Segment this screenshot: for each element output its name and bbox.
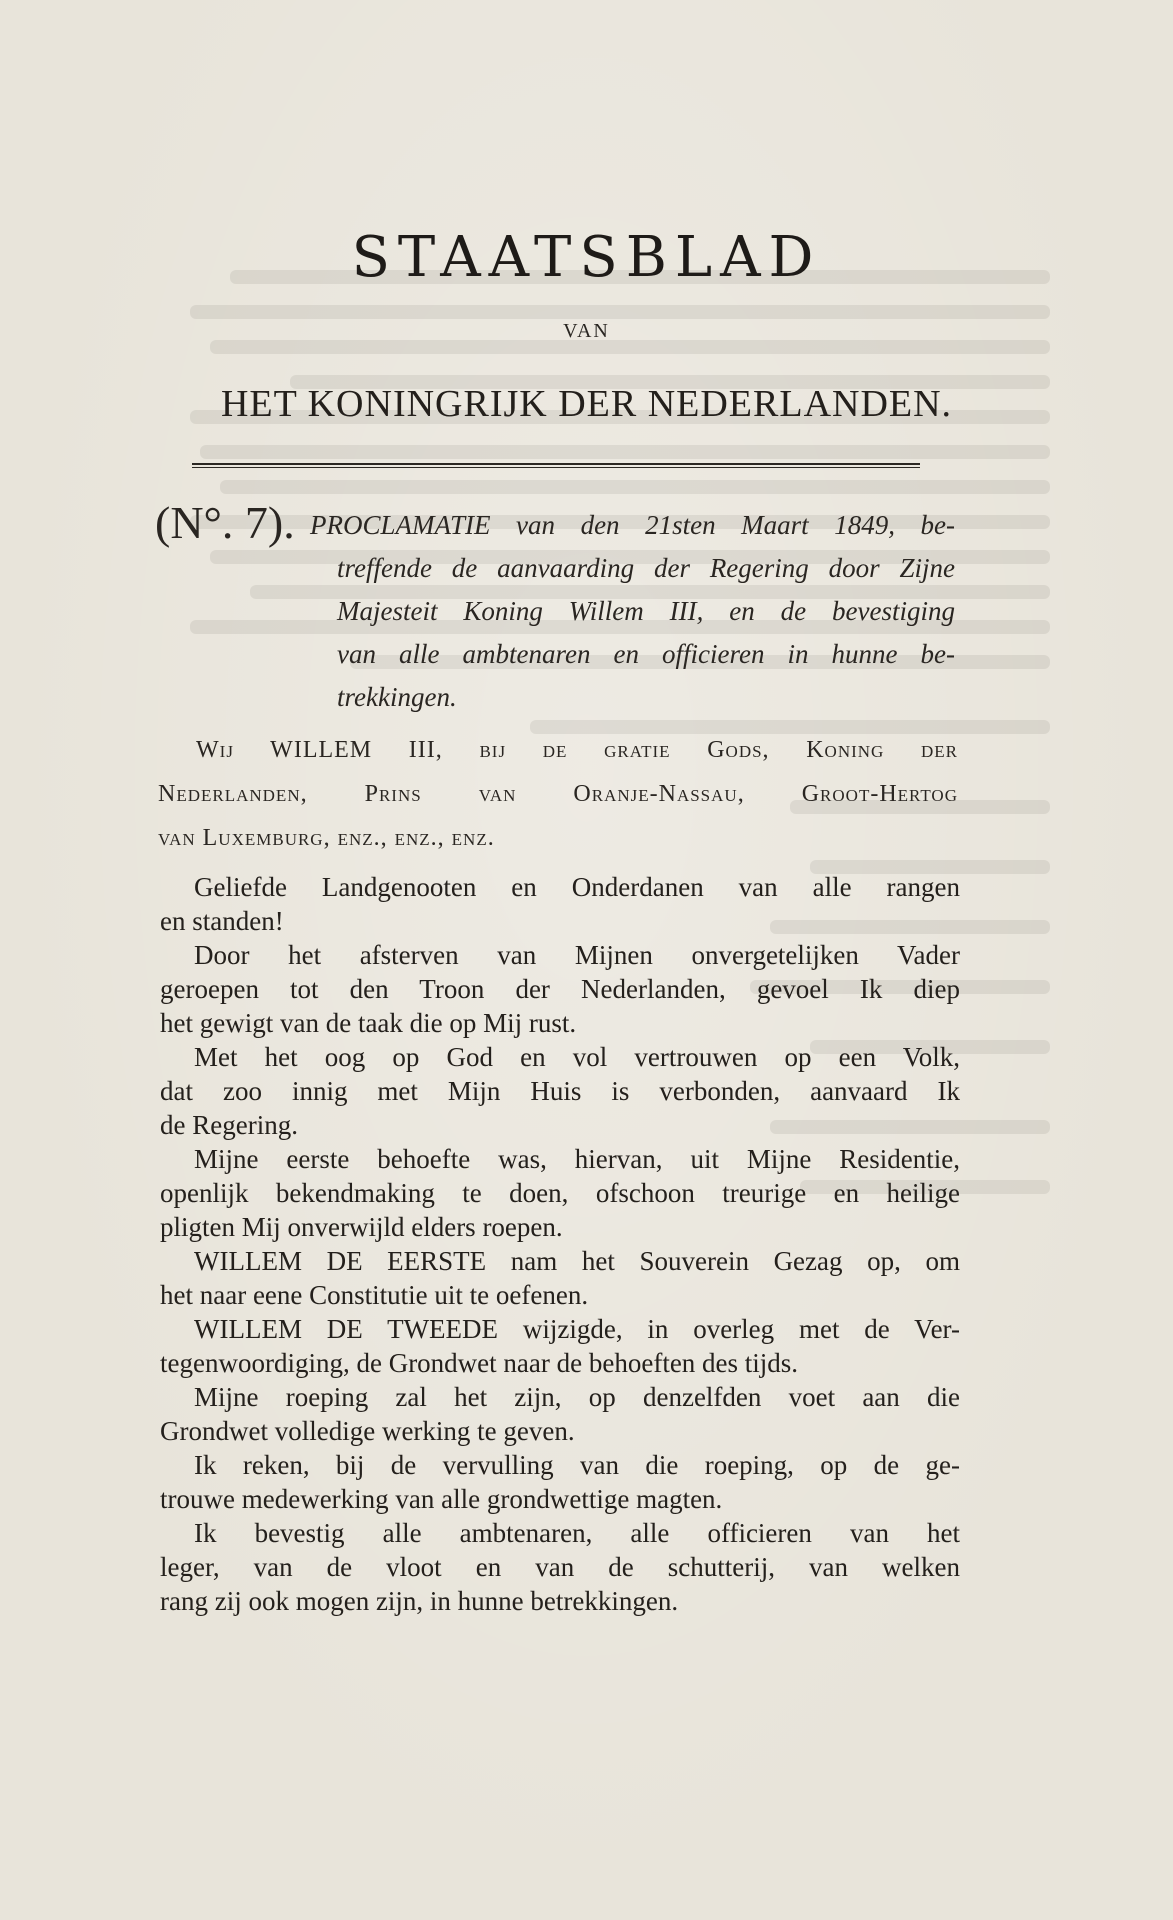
body-line: Mijne eerste behoefte was, hiervan, uit Mijne Residentie,	[194, 1144, 960, 1174]
body-line: en standen!	[160, 906, 284, 936]
body-line: tegenwoordiging, de Grondwet naar de behoeften des tijds.	[160, 1348, 799, 1378]
body-line: Mijne roeping zal het zijn, op denzelfden voet aan die	[194, 1382, 960, 1412]
body-line: openlijk bekendmaking te doen, ofschoon treurige en heilige	[160, 1178, 960, 1208]
masthead-divider	[192, 463, 920, 468]
body-line: het naar eene Constitutie uit te oefenen.	[160, 1280, 589, 1310]
body-line: het gewigt van de taak die op Mij rust.	[160, 1008, 577, 1038]
proclamation-line: Majesteit Koning Willem III, en de bevestiging	[337, 596, 955, 626]
body-line: trouwe medewerking van alle grondwettige magten.	[160, 1484, 723, 1514]
gazette-kingdom-name: HET KONINGRIJK DER NEDERLANDEN.	[220, 383, 953, 425]
proclamation-line: trekkingen.	[337, 682, 457, 712]
body-line: WILLEM DE EERSTE nam het Souverein Gezag op, om	[194, 1246, 960, 1276]
body-line: geroepen tot den Troon der Nederlanden, gevoel Ik diep	[160, 974, 960, 1004]
proclamation-line: PROCLAMATIE van den 21sten Maart 1849, be-	[310, 510, 955, 540]
royal-title-line: van Luxemburg, enz., enz., enz.	[158, 825, 495, 851]
body-line: de Regering.	[160, 1110, 298, 1140]
royal-title-line: Nederlanden, Prins van Oranje-Nassau, Groot-Hertog	[158, 781, 958, 807]
proclamation-number: (N°. 7).	[155, 497, 295, 548]
royal-title-line: Wij WILLEM III, bij de gratie Gods, Koning der	[196, 737, 958, 763]
body-line: WILLEM DE TWEEDE wijzigde, in overleg met de Ver-	[194, 1314, 960, 1344]
body-line: pligten Mij onverwijld elders roepen.	[160, 1212, 563, 1242]
body-line: Grondwet volledige werking te geven.	[160, 1416, 575, 1446]
gazette-subtitle-van: VAN	[563, 320, 610, 342]
body-line: Ik reken, bij de vervulling van die roeping, op de ge-	[194, 1450, 960, 1480]
proclamation-body	[160, 870, 960, 1618]
body-line: Met het oog op God en vol vertrouwen op een Volk,	[194, 1042, 960, 1072]
proclamation-line: treffende de aanvaarding der Regering door Zijne	[337, 553, 955, 583]
proclamation-summary	[155, 504, 955, 719]
body-line: rang zij ook mogen zijn, in hunne betrekkingen.	[160, 1586, 679, 1616]
body-line: Geliefde Landgenooten en Onderdanen van alle rangen	[194, 872, 960, 902]
proclamation-line: van alle ambtenaren en officieren in hunne be-	[337, 639, 955, 669]
body-line: dat zoo innig met Mijn Huis is verbonden, aanvaard Ik	[160, 1076, 960, 1106]
body-line: Ik bevestig alle ambtenaren, alle officieren van het	[194, 1518, 960, 1548]
royal-title-block	[158, 728, 958, 860]
body-line: Door het afsterven van Mijnen onvergetelijken Vader	[194, 940, 960, 970]
gazette-title: STAATSBLAD	[351, 225, 822, 290]
body-line: leger, van de vloot en van de schutterij, van welken	[160, 1552, 960, 1582]
